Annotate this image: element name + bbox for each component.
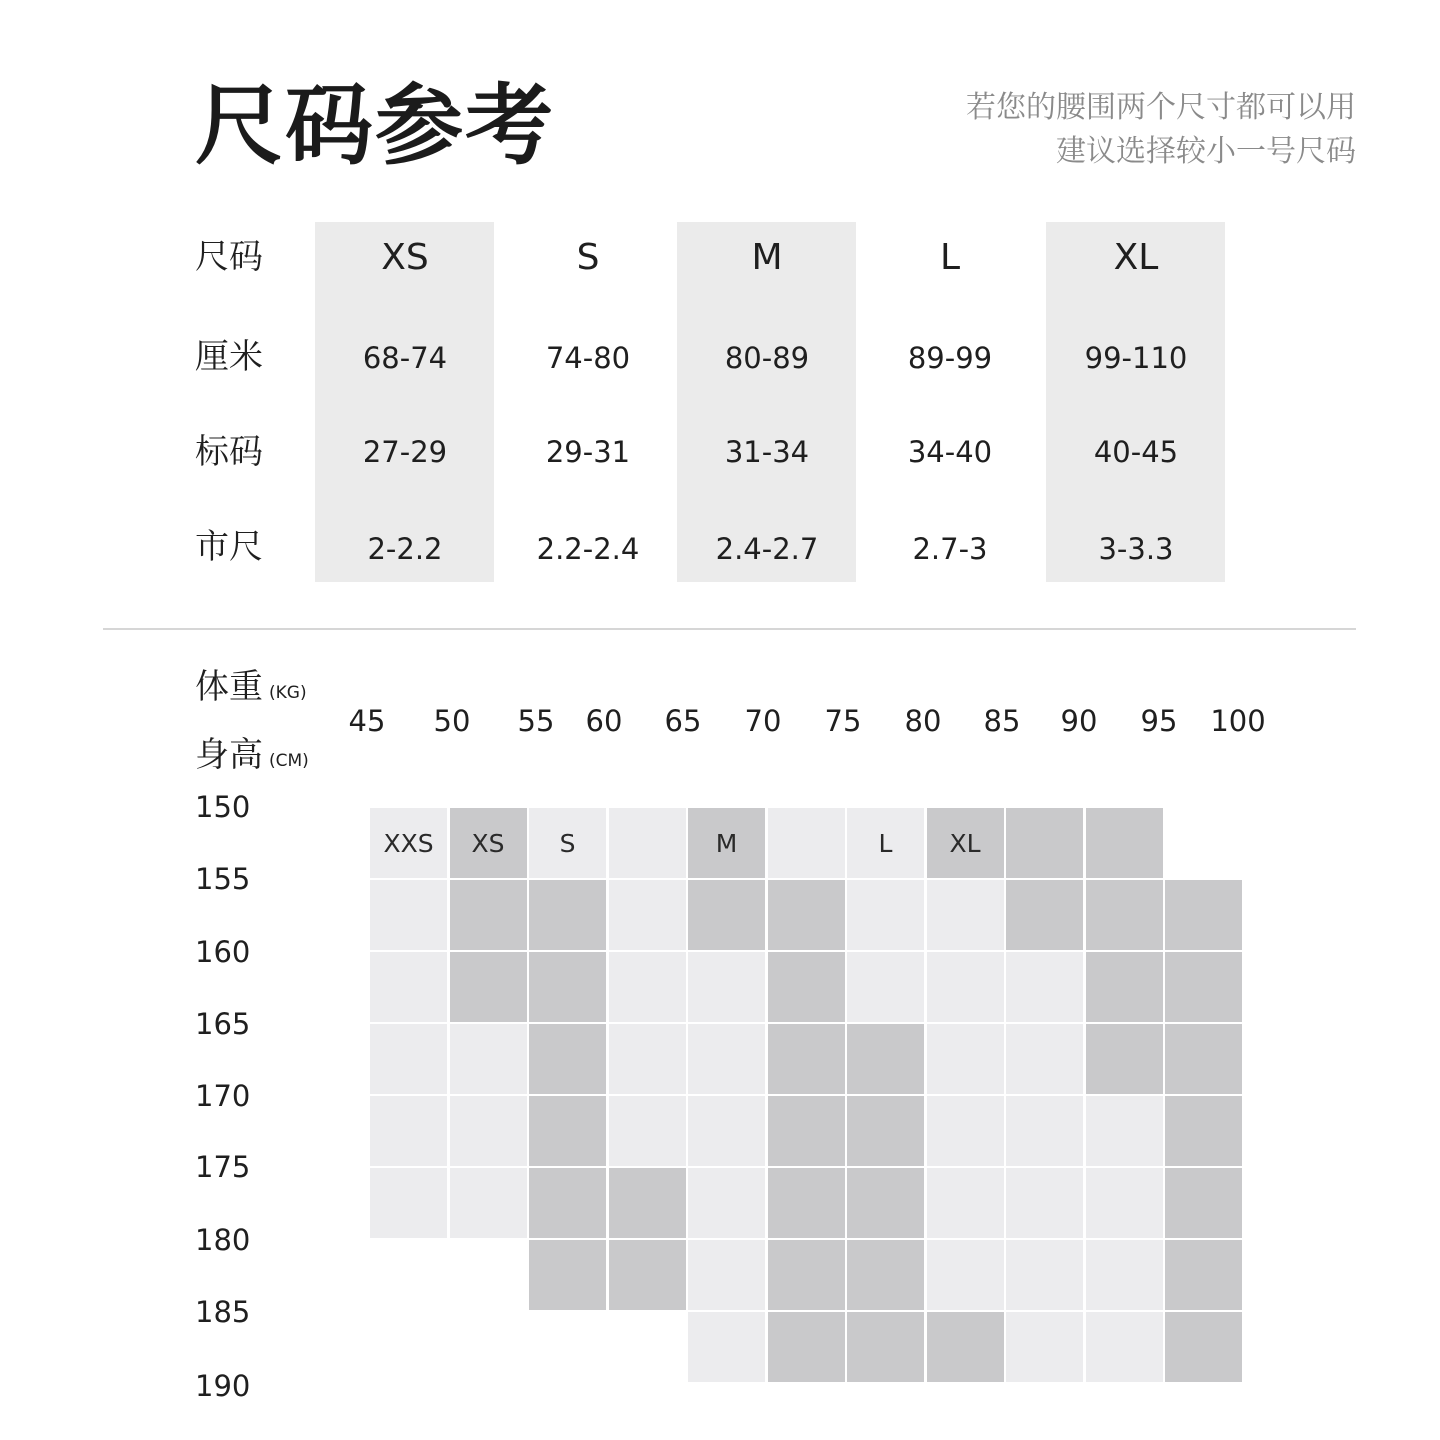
- height-tick: 150: [195, 790, 251, 824]
- weight-tick: 55: [517, 704, 555, 738]
- grid-cell: [609, 808, 686, 878]
- grid-cell: [688, 1168, 765, 1238]
- height-tick: 185: [195, 1295, 251, 1329]
- grid-cell: [927, 1024, 1004, 1094]
- grid-cell: [927, 1168, 1004, 1238]
- grid-cell: [1006, 1312, 1083, 1382]
- grid-cell: [609, 880, 686, 950]
- grid-cell: [768, 952, 845, 1022]
- weight-tick: 90: [1060, 704, 1098, 738]
- grid-cell: [688, 1096, 765, 1166]
- height-tick: 175: [195, 1150, 251, 1184]
- grid-cell: [847, 880, 924, 950]
- grid-cell: [688, 1312, 765, 1382]
- grid-cell: [450, 1024, 527, 1094]
- grid-cell: [450, 952, 527, 1022]
- grid-cell: [1086, 880, 1163, 950]
- height-tick: 180: [195, 1223, 251, 1257]
- height-tick: 160: [195, 935, 251, 969]
- cm-m: 80-89: [724, 341, 810, 375]
- size-tip-line-1: 若您的腰围两个尺寸都可以用: [966, 90, 1356, 125]
- grid-cell: [529, 1096, 606, 1166]
- standard-xl: 40-45: [1093, 435, 1179, 469]
- grid-cell: [1165, 1312, 1242, 1382]
- height-axis-title: [195, 735, 309, 775]
- grid-cell: [370, 1168, 447, 1238]
- grid-cell: [609, 952, 686, 1022]
- weight-tick: 45: [348, 704, 386, 738]
- grid-size-label: XXS: [383, 828, 434, 858]
- grid-cell: [688, 808, 765, 878]
- height-tick: 165: [195, 1007, 251, 1041]
- grid-cell: [1006, 1168, 1083, 1238]
- grid-cell: [1006, 1096, 1083, 1166]
- size-tip: [966, 86, 1356, 174]
- shichi-s: 2.2-2.4: [536, 532, 640, 566]
- grid-cell: [529, 808, 606, 878]
- row-label-cm: 厘米: [195, 337, 263, 377]
- grid-cell: [529, 1240, 606, 1310]
- size-l: L: [939, 237, 961, 278]
- grid-cell: [927, 1240, 1004, 1310]
- grid-cell: [370, 1096, 447, 1166]
- grid-cell: [1165, 880, 1242, 950]
- cm-xs: 68-74: [362, 341, 448, 375]
- grid-size-label: M: [715, 828, 738, 858]
- standard-m: 31-34: [724, 435, 810, 469]
- grid-cell: [1086, 1096, 1163, 1166]
- weight-tick: 80: [904, 704, 942, 738]
- grid-cell: [1086, 952, 1163, 1022]
- grid-size-label: L: [878, 828, 893, 858]
- grid-cell: [1086, 808, 1163, 878]
- grid-cell: [927, 808, 1004, 878]
- grid-cell: [688, 1240, 765, 1310]
- shichi-xl: 3-3.3: [1098, 532, 1174, 566]
- grid-cell: [768, 1168, 845, 1238]
- grid-cell: [688, 952, 765, 1022]
- grid-cell: [370, 952, 447, 1022]
- weight-axis-title: [195, 667, 307, 707]
- grid-cell: [847, 808, 924, 878]
- grid-size-label: XL: [949, 828, 981, 858]
- grid-cell: [768, 808, 845, 878]
- grid-cell: [1165, 1096, 1242, 1166]
- size-tip-line-2: 建议选择较小一号尺码: [1056, 134, 1356, 169]
- height-tick: 155: [195, 862, 251, 896]
- grid-cell: [529, 1168, 606, 1238]
- row-label-standard: 标码: [195, 432, 263, 472]
- height-tick: 190: [195, 1369, 251, 1403]
- grid-cell: [450, 1096, 527, 1166]
- grid-cell: [847, 1024, 924, 1094]
- grid-cell: [688, 1024, 765, 1094]
- cm-l: 89-99: [907, 341, 993, 375]
- weight-unit: (KG): [269, 683, 307, 703]
- row-label-size: 尺码: [195, 237, 263, 277]
- shichi-xs: 2-2.2: [367, 532, 443, 566]
- grid-cell: [1086, 1312, 1163, 1382]
- grid-cell: [768, 1312, 845, 1382]
- size-s: S: [576, 237, 600, 278]
- grid-cell: [1086, 1024, 1163, 1094]
- grid-cell: [927, 1312, 1004, 1382]
- weight-tick: 60: [585, 704, 623, 738]
- section-divider: [103, 628, 1356, 630]
- grid-cell: [768, 880, 845, 950]
- grid-cell: [847, 1240, 924, 1310]
- weight-tick: 50: [433, 704, 471, 738]
- cm-s: 74-80: [545, 341, 631, 375]
- weight-label: 体重: [195, 667, 263, 707]
- grid-cell: [1006, 1240, 1083, 1310]
- grid-cell: [768, 1096, 845, 1166]
- grid-cell: [450, 880, 527, 950]
- height-tick: 170: [195, 1079, 251, 1113]
- grid-cell: [609, 1240, 686, 1310]
- grid-cell: [927, 880, 1004, 950]
- size-xs: XS: [381, 237, 429, 278]
- grid-size-label: S: [559, 828, 576, 858]
- grid-cell: [370, 1024, 447, 1094]
- grid-cell: [847, 1312, 924, 1382]
- grid-cell: [1006, 808, 1083, 878]
- page-title: 尺码参考: [195, 74, 556, 177]
- size-m: M: [751, 237, 783, 278]
- grid-cell: [1006, 880, 1083, 950]
- grid-cell: [1006, 952, 1083, 1022]
- grid-cell: [768, 1024, 845, 1094]
- grid-cell: [1086, 1168, 1163, 1238]
- row-label-shichi: 市尺: [195, 527, 263, 567]
- standard-s: 29-31: [545, 435, 631, 469]
- cm-xl: 99-110: [1084, 341, 1188, 375]
- grid-cell: [847, 1096, 924, 1166]
- grid-cell: [529, 952, 606, 1022]
- grid-size-label: XS: [471, 828, 505, 858]
- grid-cell: [1006, 1024, 1083, 1094]
- weight-tick: 95: [1140, 704, 1178, 738]
- weight-tick: 65: [664, 704, 702, 738]
- grid-cell: [927, 952, 1004, 1022]
- weight-tick: 75: [824, 704, 862, 738]
- grid-cell: [1086, 1240, 1163, 1310]
- size-xl: XL: [1113, 237, 1159, 278]
- height-unit: (CM): [269, 751, 309, 771]
- standard-xs: 27-29: [362, 435, 448, 469]
- height-label: 身高: [195, 735, 263, 775]
- grid-cell: [1165, 1024, 1242, 1094]
- grid-cell: [688, 880, 765, 950]
- grid-cell: [1165, 1240, 1242, 1310]
- grid-cell: [1165, 1168, 1242, 1238]
- weight-tick: 70: [744, 704, 782, 738]
- weight-tick: 85: [983, 704, 1021, 738]
- grid-cell: [609, 1096, 686, 1166]
- shichi-m: 2.4-2.7: [715, 532, 819, 566]
- grid-cell: [370, 880, 447, 950]
- shichi-l: 2.7-3: [912, 532, 988, 566]
- grid-cell: [1165, 952, 1242, 1022]
- weight-tick: 100: [1210, 704, 1266, 738]
- standard-l: 34-40: [907, 435, 993, 469]
- grid-cell: [609, 1168, 686, 1238]
- grid-cell: [450, 808, 527, 878]
- grid-cell: [529, 880, 606, 950]
- grid-cell: [450, 1168, 527, 1238]
- grid-cell: [609, 1024, 686, 1094]
- grid-cell: [768, 1240, 845, 1310]
- grid-cell: [927, 1096, 1004, 1166]
- grid-cell: [370, 808, 447, 878]
- grid-cell: [847, 952, 924, 1022]
- grid-cell: [847, 1168, 924, 1238]
- grid-cell: [529, 1024, 606, 1094]
